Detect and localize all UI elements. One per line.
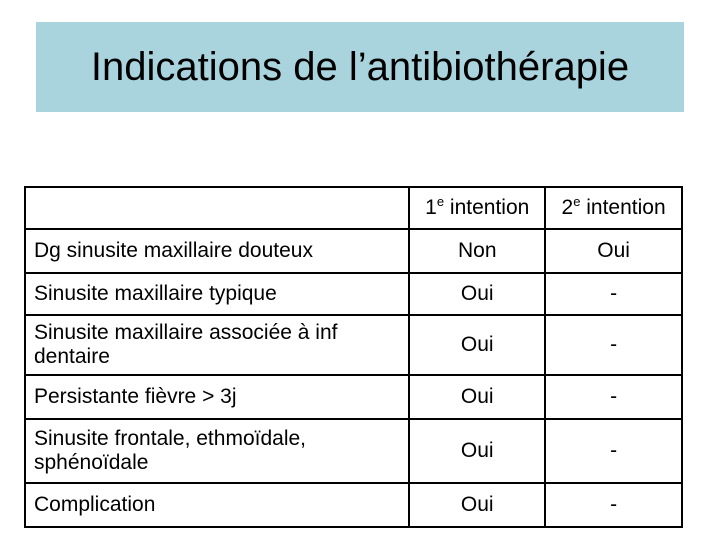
header-second-intention: 2e intention bbox=[545, 187, 682, 229]
first-intention-cell: Oui bbox=[409, 483, 545, 527]
row-label: Sinusite frontale, ethmoïdale, sphénoïdale bbox=[25, 419, 409, 483]
first-intention-cell: Oui bbox=[409, 375, 545, 419]
row-label: Persistante fièvre > 3j bbox=[25, 375, 409, 419]
header-empty-cell bbox=[25, 187, 409, 229]
first-intention-cell: Non bbox=[409, 229, 545, 273]
title-banner bbox=[36, 22, 684, 112]
row-label: Complication bbox=[25, 483, 409, 527]
table-row bbox=[25, 315, 682, 375]
first-intention-cell: Oui bbox=[409, 419, 545, 483]
second-intention-cell: - bbox=[545, 419, 682, 483]
table-row bbox=[25, 419, 682, 483]
second-intention-cell: - bbox=[545, 273, 682, 315]
second-intention-cell: Oui bbox=[545, 229, 682, 273]
second-intention-cell: - bbox=[545, 483, 682, 527]
slide-title: Indications de l’antibiothérapie bbox=[90, 44, 630, 89]
table-row bbox=[25, 375, 682, 419]
first-intention-cell: Oui bbox=[409, 315, 545, 375]
table-row bbox=[25, 229, 682, 273]
row-label: Sinusite maxillaire associée à inf dentaire bbox=[25, 315, 409, 375]
second-intention-cell: - bbox=[545, 375, 682, 419]
table-row bbox=[25, 483, 682, 527]
header-first-intention: 1e intention bbox=[409, 187, 545, 229]
table-header-row bbox=[25, 187, 682, 229]
second-intention-cell: - bbox=[545, 315, 682, 375]
row-label: Dg sinusite maxillaire douteux bbox=[25, 229, 409, 273]
row-label: Sinusite maxillaire typique bbox=[25, 273, 409, 315]
table-row bbox=[25, 273, 682, 315]
indications-table bbox=[24, 186, 683, 528]
first-intention-cell: Oui bbox=[409, 273, 545, 315]
